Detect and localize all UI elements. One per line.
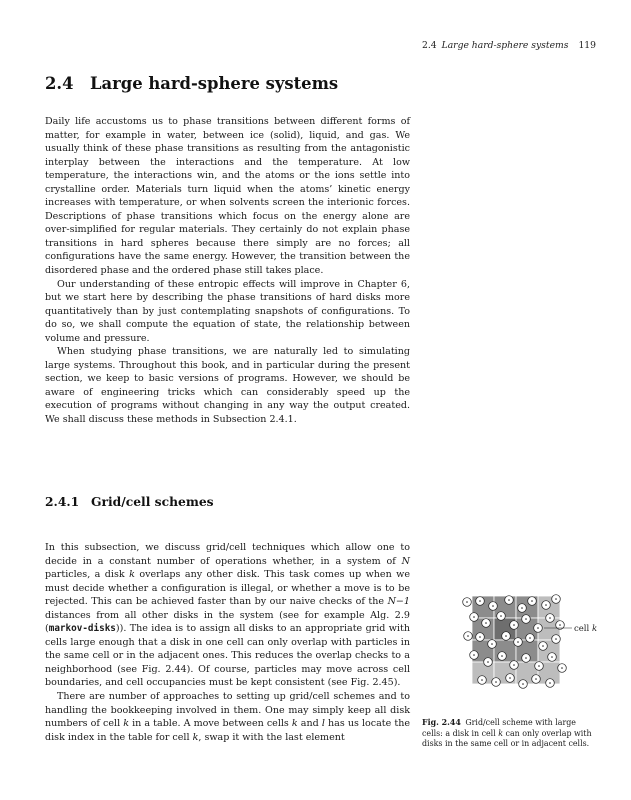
subsection-number: 2.4.1 [45,494,80,509]
disk-center [473,616,475,618]
section-body [45,115,410,427]
grid-cell-diagram [462,590,602,690]
paragraph: Daily life accustoms us to phase transitions between different forms of matter, for example in water, between ice (solid), liquid, and gas. We usually think of these phase transitions as resulting from the antagonistic interplay between the interactions and the temperature. At low temperature, the interactions win, and the atoms or the ions settle into crystalline order. Materials turn liquid when the atoms’ kinetic energy increases with temperature, or when solvents screen the interionic forces. Descriptions of phase transitions which focus on the energy alone are over-simplified for regular materials. They certainly do not explain phase transitions in hard spheres because there simply are no forces; all configurations have the same energy. However, the transition between the disordered phase and the ordered phase still takes place. [45,116,410,277]
subsection-title: Grid/cell schemes [91,494,214,509]
disk-center [467,635,469,637]
disk-center [542,645,544,647]
disk-center [491,643,493,645]
disk-center [479,600,481,602]
paragraph: In this subsection, we discuss grid/cell techniques which allow one to decide in a constant number of operations whether, in a system of N particles, a disk k overlaps any other disk. This task comes up when we must decide whether a configuration is illegal, or whether a move is to be rejected. This can be achieved faster than by our naive checks of the N−1 distances from all other disks in the system (see for example Alg. 2.9 (markov-disks)). The idea is to assign all disks to an appropriate grid with cells large enough that a disk in one cell can only overlap with particles in the same cell or in the adjacent ones. This reduces the overlap checks to a neighborhood (see Fig. 2.44). Of course, particles may move across cell boundaries, and cell occupancies must be kept consistent (see Fig. 2.45). [45,542,410,689]
section-number: 2.4 [45,74,74,93]
disk-center [555,638,557,640]
disk-center [561,667,563,669]
disk-center [551,656,553,658]
figure-label: Fig. 2.44 [422,718,461,727]
paragraph: Our understanding of these entropic effects will improve in Chapter 6, but we start here by describing the phase transitions of hard disks more quantitatively than by just contemplating snapshots of configurations. To do so, we shall compute the equation of state, the relationship between volume and pressure. [45,278,410,344]
running-head [300,40,596,51]
disk-center [555,598,557,600]
disk-center [545,604,547,606]
figure-grid-cell-scheme [462,590,598,690]
paragraph: When studying phase transitions, we are naturally led to simulating large systems. Throughout this book, and in particular during the present section, we keep to basic versions of programs. However, we should be aware of engineering tricks which can considerably speed up the execution of programs without changing in any way the output created. We shall discuss these methods in Subsection 2.4.1. [45,346,410,426]
disk-center [508,599,510,601]
page-number: 119 [578,40,596,51]
subsection-body [45,541,410,744]
cell-k-label: cell k [574,624,598,634]
disk-center [525,618,527,620]
running-head-title: Large hard-sphere systems [441,40,569,51]
disk-center [549,617,551,619]
disk-center [485,622,487,624]
disk-center [559,624,561,626]
disk-center [522,683,524,685]
figure-caption: Fig. 2.44 Grid/cell scheme with large cells: a disk in cell k can only overlap with disks in the same cell or in adjacent cells. [422,718,592,748]
disk-center [513,664,515,666]
disk-center [531,600,533,602]
disk-center [521,607,523,609]
disk-center [517,641,519,643]
disk-center [473,654,475,656]
disk-center [529,637,531,639]
disk-center [549,682,551,684]
disk-center [525,657,527,659]
disk-center [481,679,483,681]
disk-center [509,677,511,679]
disk-center [487,661,489,663]
disk-center [492,605,494,607]
algorithm-name: markov-disks [48,623,116,635]
disk-center [535,678,537,680]
subsection-heading [45,494,214,509]
section-title: Large hard-sphere systems [90,74,339,93]
disk-center [500,615,502,617]
disk-center [495,681,497,683]
disk-center [538,665,540,667]
running-head-section: 2.4 [421,40,437,51]
disk-center [466,601,468,603]
disk-center [479,636,481,638]
paragraph: There are number of approaches to setting up grid/cell schemes and to handling the bookkeeping involved in them. One may simply keep all disk numbers of cell k in a table. A move between cells k and l has us locate the disk index in the table for cell k, swap it with the last element [45,691,410,743]
disk-center [501,655,503,657]
section-heading [45,74,445,93]
disk-center [505,635,507,637]
disk-center [537,627,539,629]
disk-center [513,624,515,626]
